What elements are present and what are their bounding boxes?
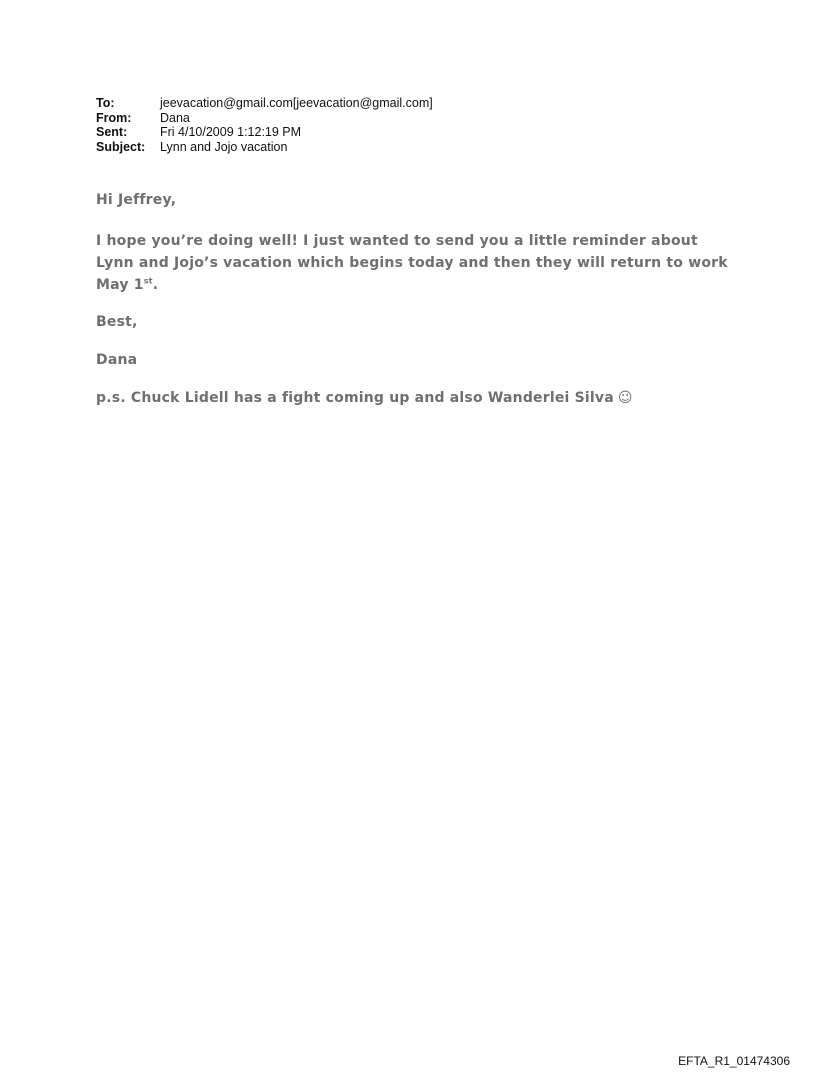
paragraph-main-text: I hope you’re doing well! I just wanted to send you a little reminder about Lynn and Jojo’s vacation which begins today and then they will return to work May 1 (96, 233, 728, 293)
from-row (96, 111, 433, 126)
sent-label: Sent: (96, 125, 128, 139)
subject-label: Subject: (96, 139, 146, 154)
email-postscript (96, 390, 756, 406)
to-label: To: (96, 96, 115, 110)
email-header (96, 96, 433, 154)
email-greeting: Hi Jeffrey, (96, 192, 177, 208)
sent-row (96, 125, 433, 140)
document-id: EFTA_R1_01474306 (678, 1054, 790, 1068)
smiley-icon: ☺ (617, 390, 633, 406)
postscript-text: p.s. Chuck Lidell has a fight coming up and also Wanderlei Silva (96, 390, 614, 406)
date-ordinal-suffix: st (143, 276, 153, 286)
email-closing: Best, (96, 314, 138, 330)
from-label: From: (96, 110, 132, 125)
subject-value: Lynn and Jojo vacation (160, 139, 288, 154)
sent-value: Fri 4/10/2009 1:12:19 PM (160, 125, 302, 139)
email-paragraph (96, 230, 736, 296)
paragraph-end: . (152, 277, 159, 293)
email-signature: Dana (96, 352, 138, 368)
subject-row (96, 140, 433, 155)
to-value: jeevacation@gmail.com[jeevacation@gmail.com] (160, 96, 433, 110)
to-row (96, 96, 433, 111)
from-value: Dana (160, 110, 190, 125)
